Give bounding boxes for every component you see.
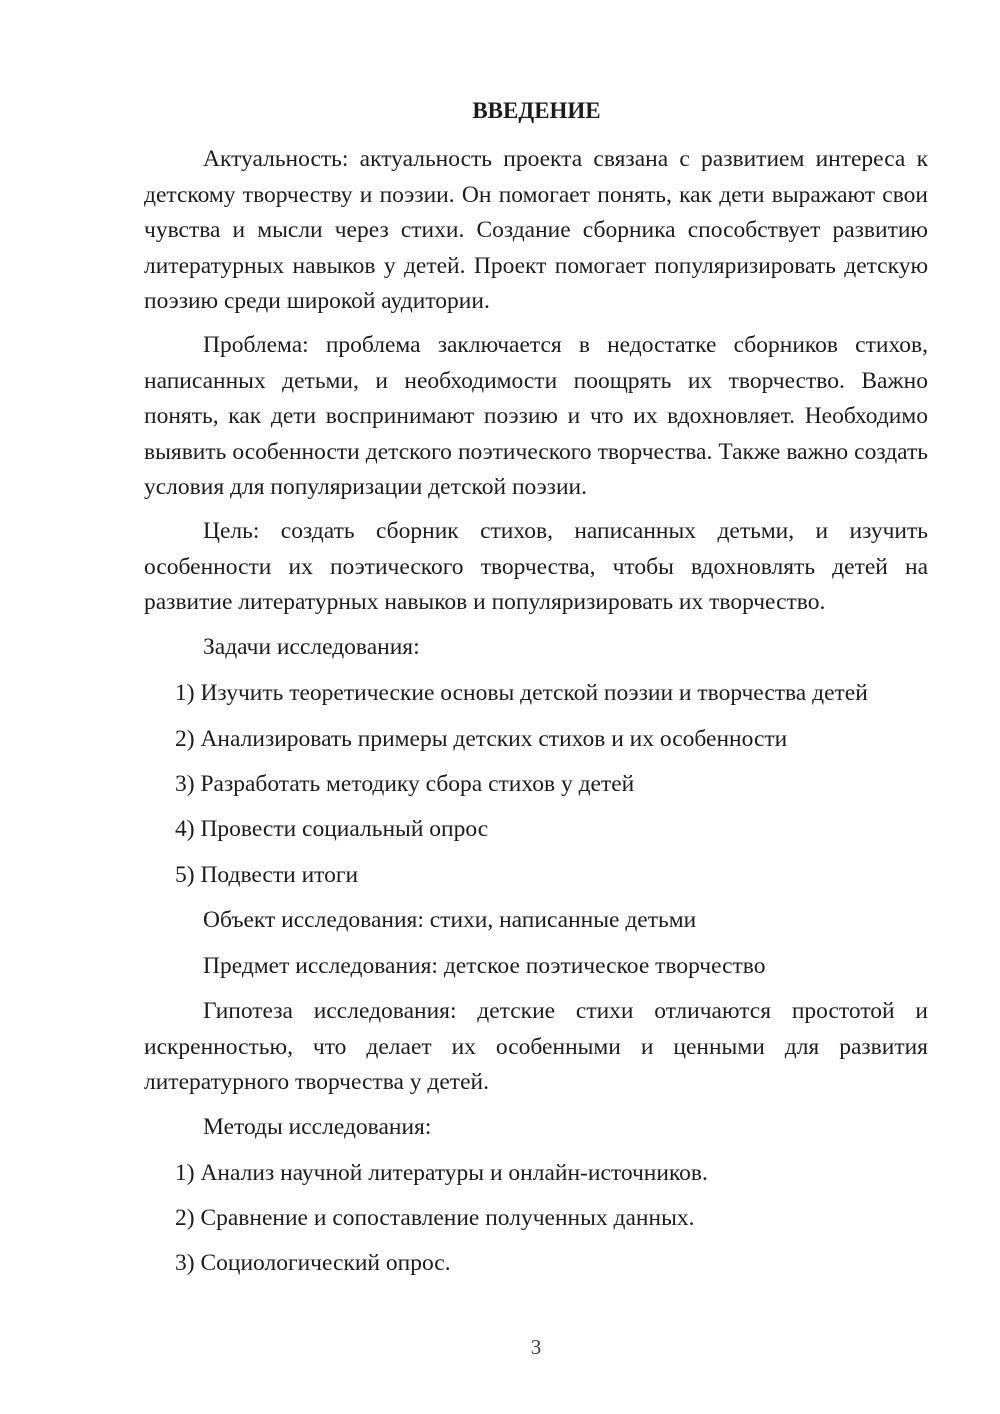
task-item-2: 2) Анализировать примеры детских стихов и их особенности	[175, 726, 788, 752]
task-item-4: 4) Провести социальный опрос	[175, 816, 489, 842]
research-subject: Предмет исследования: детское поэтическое творчество	[203, 953, 766, 979]
task-item-3: 3) Разработать методику сбора стихов у детей	[175, 771, 635, 797]
relevance-paragraph: Актуальность: актуальность проекта связана с развитием интереса к детскому творчеству и поэзии. Он помогает понять, как дети выражают свои чувства и мысли через стихи. Создание сборника способствует развитию литературных навыков у детей. Проект помогает популяризировать детскую поэзию среди широкой аудитории.	[144, 146, 928, 314]
research-object: Объект исследования: стихи, написанные детьми	[203, 907, 697, 933]
method-item-2: 2) Сравнение и сопоставление полученных данных.	[175, 1205, 695, 1231]
page-number: 3	[530, 1335, 542, 1359]
method-item-1: 1) Анализ научной литературы и онлайн-источников.	[175, 1160, 708, 1186]
page-title: ВВЕДЕНИЕ	[472, 98, 601, 123]
hypothesis-paragraph: Гипотеза исследования: детские стихи отличаются простотой и искренностью, что делает их особенными и ценными для развития литературного творчества у детей.	[144, 998, 928, 1095]
goal-paragraph: Цель: создать сборник стихов, написанных детьми, и изучить особенности их поэтического творчества, чтобы вдохновлять детей на развитие литературных навыков и популяризировать их творчество.	[144, 518, 928, 615]
tasks-label: Задачи исследования:	[203, 634, 420, 660]
task-item-1: 1) Изучить теоретические основы детской поэзии и творчества детей	[175, 680, 868, 706]
method-item-3: 3) Социологический опрос.	[175, 1250, 451, 1276]
problem-paragraph: Проблема: проблема заключается в недостатке сборников стихов, написанных детьми, и необходимости поощрять их творчество. Важно понять, как дети воспринимают поэзию и что их вдохновляет. Необходимо выявить особенности детского поэтического творчества. Также важно создать условия для популяризации детской поэзии.	[144, 332, 928, 500]
methods-label: Методы исследования:	[203, 1114, 432, 1140]
task-item-5: 5) Подвести итоги	[175, 862, 359, 888]
